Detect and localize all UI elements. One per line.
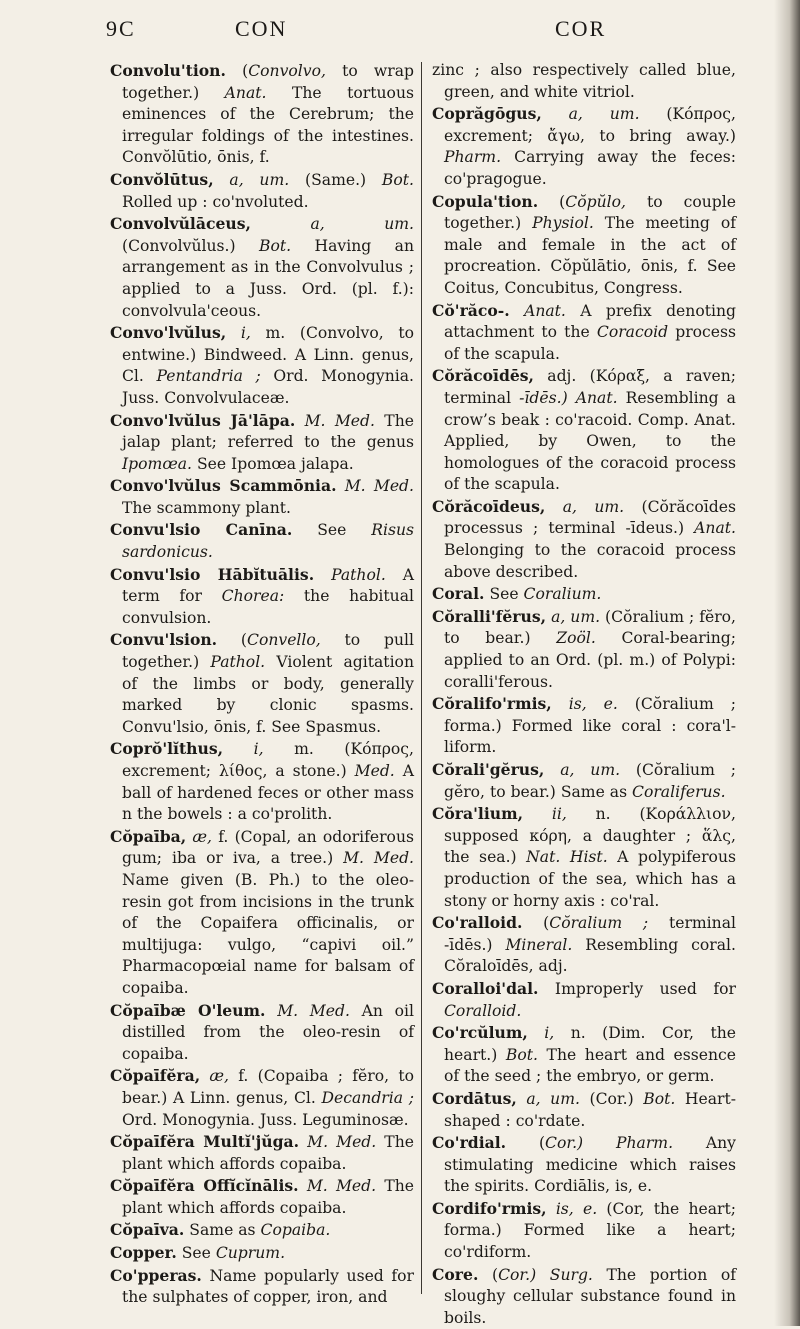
entry-italic: Coralium. [523,585,602,604]
entry-text [295,412,304,430]
entry-headword: Cŏrăcoīdēs, [432,366,534,386]
entry-text: the habitual convulsion. [122,587,415,627]
entry-headword: Cordifo'rmis, [432,1198,547,1218]
entry-italic: Pentandria ; [156,367,261,386]
entry-italic: Convello, [247,631,321,650]
entry-italic: Anat. [694,519,736,538]
entry-text [523,805,552,823]
entry-text: ( [506,1134,546,1153]
entry-italic: Convolvo, [248,62,326,80]
dictionary-entry [432,103,736,190]
dictionary-entry [110,322,414,409]
entry-headword: Cŏrali'gĕrus, [432,760,545,779]
entry-headword: Cŏpaīva. [110,1220,185,1240]
entry-headword: Convolvŭlāceus, [110,214,251,234]
entry-italic: -īdēs.) [519,388,568,407]
entry-text: Any stimulating medicine which raises the spirits. Cordiālis, is, e. [444,1134,736,1196]
entry-text: ( [538,192,566,211]
dictionary-entry [432,759,736,803]
left-guide-word: CON [235,16,288,41]
entry-headword: Convo'lvŭlus Scammōnia. [110,476,337,496]
dictionary-entry [110,629,414,738]
entry-text [214,171,230,189]
right-column [432,60,736,1329]
entry-headword: Convolu'tion. [110,61,226,80]
entry-text: Violent agitation of the limbs or body, generally marked by clonic spasms. Convu'lsio, ōnis, f. See Spasmus. [122,653,414,736]
entry-headword: Convu'lsio Hābĭtuālis. [110,564,315,584]
dictionary-entry [110,1065,414,1131]
dictionary-entry [432,1132,736,1198]
entry-italic: i, [253,740,264,759]
dictionary-entry [110,1242,414,1265]
dictionary-entry [432,583,736,606]
entry-italic: Cŏpŭlo, [565,192,626,211]
entry-text: (Cŏralium ; forma.) Formed like coral : cora'l-liform. [444,695,736,757]
entry-text: to wrap together.) [122,62,414,102]
running-header [0,10,800,50]
entry-text: m. (Convolvo, to entwine.) Bindweed. A Linn. genus, Cl. [122,324,414,386]
entry-italic: Bot. [259,236,292,255]
entry-headword: Coral. [432,584,485,604]
entry-text: An oil distilled from the oleo-resin of copaiba. [122,1001,414,1063]
dictionary-entry [110,738,414,825]
entry-headword: Cŏpaīfĕra, [110,1066,201,1086]
entry-italic: M. Med. [277,1001,350,1020]
dictionary-entry [432,1088,736,1132]
entry-italic: i, [240,324,251,343]
dictionary-entry [432,300,736,366]
entry-text [583,1134,616,1152]
entry-headword: Cordātus, [432,1088,517,1108]
entry-italic: Ipomœa. [122,454,192,473]
entry-text [542,105,569,123]
entry-text [517,1090,527,1108]
entry-headword: Cŏpaīfĕra Offĭcĭnālis. [110,1176,299,1196]
entry-italic: Surg. [549,1265,593,1284]
right-guide-word: COR [555,16,607,41]
dictionary-entry [110,564,414,630]
entry-text: The jalap plant; referred to the genus [122,411,414,452]
entry-text [200,1067,209,1085]
entry-headword: Cŏpaībæ O'leum. [110,1000,266,1020]
entry-text: The meeting of male and female in the act of procreation. Cŏpŭlātio, ōnis, f. See Coitus, Concubitus, Congress. [444,214,737,297]
entry-italic: a, um. [229,170,290,189]
dictionary-entry [110,826,414,1000]
entry-text: Name given (B. Ph.) to the oleo-resin got from incisions in the trunk of the Copaifera officinalis, or multijuga: vulgo, “capivi oil.” Pharmacopœial name for balsam of copaiba. [122,870,414,997]
entry-text: The portion of sloughy cellular substance found in boils. [444,1265,736,1327]
entry-italic: Coralloid. [444,1001,522,1020]
entry-text [547,1200,556,1218]
entry-headword: Co'rdial. [432,1133,507,1153]
entry-text: The heart and essence of the seed ; the embryo, or germ. [444,1045,736,1086]
entry-text: terminal -īdēs.) [444,914,737,954]
entry-italic: M. Med. [344,477,414,496]
entry-italic: Anat. [575,388,618,407]
entry-italic: Chorea: [221,587,285,606]
entry-text: Same as [184,1221,261,1240]
entry-headword: Convu'lsion. [110,630,218,650]
entry-italic: Pharm. [444,148,502,167]
entry-text: A prefix denoting attachment to the [444,301,736,342]
entry-italic: Risus sardonicus. [122,521,414,562]
dictionary-entry [110,1175,414,1219]
entry-italic: Anat. [524,301,566,320]
dictionary-entry [432,60,736,103]
entry-text [337,477,345,495]
entry-text [528,1024,544,1042]
entry-text: The plant which affords copaiba. [122,1177,414,1217]
entry-italic: M. Med. [306,1177,377,1196]
entry-text: (Κόπρος, excrement; ἄγω, to bring away.) [444,105,736,145]
entry-italic: Anat. [224,83,267,102]
dictionary-entry [110,1219,414,1242]
entry-text: (Cŏralium ; fĕro, to bear.) [444,607,736,648]
entry-italic: Bot. [505,1045,538,1064]
entry-headword: Co'pperas. [110,1265,202,1285]
entry-text: Belonging to the coracoid process above described. [444,541,736,581]
entry-text: The plant which affords copaiba. [122,1133,414,1173]
entry-headword: Cŏralifo'rmis, [432,694,552,714]
entry-text: process of the scapula. [444,323,737,363]
entry-italic: Mineral. [505,935,573,954]
entry-text: (Cŏralium ; gĕro, to bear.) Same as [444,761,736,801]
entry-text: See [176,1244,216,1263]
entry-italic: Cŏralium ; [549,914,649,933]
entry-italic: Cor.) [545,1134,584,1153]
entry-text: Ord. Monogynia. Juss. Leguminosæ. [122,1110,409,1129]
entry-text [510,302,524,320]
entry-headword: Cŏpaība, [110,826,187,846]
dictionary-entry [432,978,736,1022]
page-number: 9C [106,16,136,41]
dictionary-entry [432,606,736,693]
dictionary-entry [110,410,414,476]
entry-text [226,324,241,342]
entry-italic: Bot. [643,1089,676,1108]
entry-italic: a, um. [562,497,625,516]
dictionary-entry [432,912,736,978]
entry-headword: Core. [432,1264,479,1284]
entry-italic: M. Med. [343,849,415,868]
entry-text: zinc ; also respectively called blue, green, and white vitriol. [432,61,736,101]
entry-headword: Convŏlūtus, [110,169,214,189]
entry-text [299,1177,307,1195]
entry-text: (Cor, the heart; forma.) Formed like a heart; co'rdiform. [444,1199,736,1262]
entry-text: Heart-shaped : co'rdate. [444,1089,736,1130]
entry-italic: Pathol. [210,653,266,672]
entry-italic: Cor.) [498,1265,537,1284]
entry-text: (Convolvŭlus.) [122,236,259,255]
entry-text [536,1266,550,1284]
entry-text: n. (Dim. Cor, the heart.) [444,1024,736,1064]
dictionary-entry [110,475,414,519]
entry-headword: Copula'tion. [432,191,539,211]
entry-text [299,1133,307,1151]
entry-text: A term for [122,565,414,606]
entry-text: Name popularly used for the sulphates of copper, iron, and [122,1266,414,1307]
entry-italic: M. Med. [307,1133,377,1152]
dictionary-entry [110,213,414,322]
entry-italic: Physiol. [532,214,594,233]
entry-headword: Cŏ'răco-. [432,300,510,320]
entry-text: Rolled up : co'nvoluted. [122,192,309,211]
dictionary-entry [110,1000,414,1066]
entry-text: Having an arrangement as in the Convolvulus ; applied to a Juss. Ord. (pl. f.): convolvula'ceous. [122,236,414,320]
dictionary-entry [110,60,414,169]
entry-headword: Convu'lsio Canīna. [110,520,293,540]
entry-italic: a, um. [310,215,414,234]
entry-headword: Coprŏ'lĭthus, [110,739,224,759]
entry-italic: is, e. [568,695,618,714]
entry-text: to couple together.) [444,192,736,233]
entry-italic: æ, [209,1067,229,1086]
entry-italic: Coracoid [596,323,669,342]
left-column [110,60,414,1309]
entry-italic: i, [544,1024,555,1043]
entry-text [544,761,560,779]
entry-text: adj. (Κόραξ, a raven; terminal [444,367,736,407]
entry-text: See [292,521,372,540]
entry-headword: Co'ralloid. [432,913,523,933]
page-edge-shadow [774,0,800,1326]
entry-italic: a, um. [568,105,640,124]
entry-text: Ord. Monogynia. Juss. Convolvulaceæ. [122,367,414,407]
entry-headword: Cŏra'lium, [432,804,524,824]
entry-text: Coral-bearing; applied to an Ord. (pl. m.) of Polypi: coralli'ferous. [444,629,736,691]
entry-headword: Cŏpaīfĕra Multĭ'jŭga. [110,1132,300,1152]
entry-text: Resembling a crow’s beak : co'racoid. Comp. Anat. Applied, by Owen, to the homologues of the coracoid process of the scapula. [444,388,736,494]
entry-text: f. (Copal, an odoriferous gum; iba or iva, a tree.) [122,827,414,868]
entry-italic: Coraliferus. [632,782,726,801]
entry-italic: Pathol. [331,565,386,584]
dictionary-entry [432,693,736,759]
entry-text: (Same.) [289,170,382,189]
entry-text: Resembling coral. Cŏraloīdēs, adj. [444,935,736,976]
entry-text [251,215,311,233]
entry-text: n. (Κοράλλιον, supposed κόρη, a daughter ; ἅλς, the sea.) [444,805,736,867]
entry-italic: Zoöl. [556,629,596,648]
dictionary-entry [432,1264,736,1329]
entry-text: to pull together.) [122,631,414,672]
dictionary-entry [432,191,736,300]
entry-headword: Co'rcŭlum, [432,1023,528,1043]
entry-italic: Cuprum. [215,1244,286,1263]
entry-headword: Cŏralli'fĕrus, [432,606,547,626]
entry-text: The tortuous eminences of the Cerebrum; the irregular foldings of the intestines. Convŏlūtio, ōnis, f. [122,83,414,167]
entry-italic: Bot. [381,170,414,189]
entry-text: See [484,585,524,604]
entry-text: ( [522,914,550,933]
entry-italic: Nat. Hist. [526,848,608,867]
entry-text: The scammony plant. [122,498,291,517]
dictionary-entry [432,1022,736,1088]
entry-text [314,566,331,584]
entry-italic: Med. [354,762,395,780]
entry-italic: æ, [192,827,213,846]
entry-text [265,1002,277,1020]
entry-text: ( [225,62,249,80]
column-divider [421,62,422,1294]
entry-text: See Ipomœa jalapa. [192,454,354,473]
entry-text [552,695,569,713]
dictionary-entry [432,1198,736,1264]
entry-text: ( [478,1265,499,1284]
entry-headword: Convo'lvŭlus, [110,323,227,343]
entry-text: f. (Copaiba ; fĕro, to bear.) A Linn. genus, Cl. [122,1067,414,1107]
dictionary-entry [110,1131,414,1175]
entry-headword: Coralloi'dal. [432,978,539,998]
dictionary-entry [110,1265,414,1309]
entry-headword: Coprăgōgus, [432,104,542,124]
entry-headword: Copper. [110,1243,177,1263]
dictionary-entry [110,519,414,563]
entry-text: A ball of hardened feces or other mass n the bowels : a co'prolith. [122,762,414,824]
entry-text: A polypiferous production of the sea, which has a stony or horny axis : co'ral. [444,848,736,910]
entry-headword: Cŏrăcoīdeus, [432,496,546,516]
entry-text [568,389,576,407]
entry-text [545,498,562,516]
entry-italic: a, um. [526,1089,580,1108]
entry-italic: Copaiba. [260,1221,331,1240]
entry-text: Carrying away the feces: co'pragogue. [444,148,736,188]
dictionary-entry [432,365,736,496]
entry-text [223,740,254,758]
entry-text: (Cor.) [579,1089,644,1108]
entry-text: (Cŏrăcoīdes processus ; terminal -īdeus.) [444,497,736,538]
entry-italic: Decandria ; [321,1088,414,1107]
entry-text: Improperly used for [538,979,736,998]
dictionary-entry [432,803,736,912]
entry-headword: Convo'lvŭlus Jā'lāpa. [110,410,296,430]
entry-italic: M. Med. [304,411,375,430]
entry-italic: a, um. [551,607,601,626]
entry-italic: is, e. [555,1199,598,1218]
entry-text: m. (Κόπρος, excrement; λίθος, a stone.) [122,740,414,780]
entry-italic: ii, [551,805,567,824]
dictionary-entry [110,169,414,213]
entry-text: ( [217,631,248,650]
entry-italic: Pharm. [616,1134,674,1153]
entry-italic: a, um. [560,761,621,779]
dictionary-entry [432,496,736,583]
